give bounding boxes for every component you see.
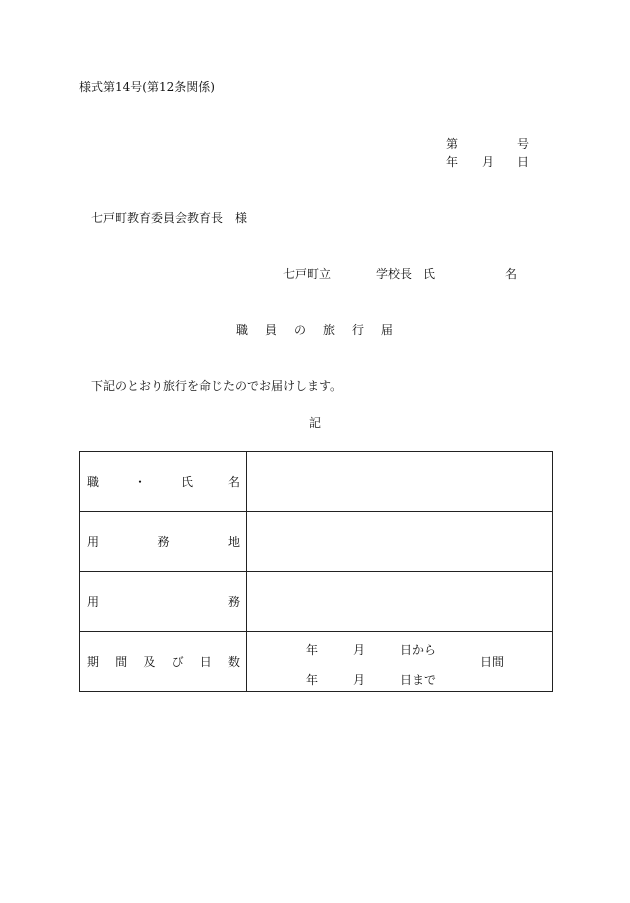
addressee: 七戸町教育委員会教育長 様: [91, 211, 248, 225]
label-char: 用: [87, 535, 100, 549]
label-char: 務: [227, 595, 240, 609]
sender-school-suffix: 学校長: [376, 267, 413, 281]
sender-name-label-2: 名: [505, 267, 518, 281]
date-year: 年: [446, 155, 459, 169]
label-char: 務: [157, 535, 170, 549]
label-period: [87, 653, 240, 670]
row-purpose: [80, 572, 553, 632]
row-name: [80, 452, 553, 512]
doc-number-prefix: 第: [446, 137, 459, 151]
sender-name-label-1: 氏: [423, 267, 436, 281]
doc-number-suffix: 号: [517, 137, 530, 151]
label-char: ・: [133, 475, 146, 489]
label-cell: [80, 452, 247, 512]
label-char: 地: [227, 535, 240, 549]
period-fields: [247, 632, 552, 691]
period-to-label: 日まで: [400, 673, 437, 687]
label-char: び: [171, 655, 184, 669]
label-cell: [80, 572, 247, 632]
label-char: 間: [115, 655, 128, 669]
name-value-cell[interactable]: [247, 452, 553, 512]
label-char: 氏: [180, 475, 193, 489]
period-from-label: 日から: [400, 643, 437, 657]
label-char: 日: [199, 655, 212, 669]
destination-value-cell[interactable]: [247, 512, 553, 572]
label-cell: [80, 512, 247, 572]
label-destination: [87, 533, 240, 550]
date-day: 日: [517, 155, 530, 169]
label-purpose: [87, 593, 240, 610]
sender-school-prefix: 七戸町立: [283, 267, 332, 281]
title-char: 旅: [322, 323, 335, 337]
title-char: 職: [236, 323, 249, 337]
label-cell: [80, 632, 247, 692]
title-char: の: [293, 323, 306, 337]
period-to-year: 年: [306, 673, 319, 687]
form-number: 様式第14号(第12条関係): [79, 80, 215, 94]
date-month: 月: [482, 155, 495, 169]
travel-form-table: [79, 451, 553, 692]
body-text: 下記のとおり旅行を命じたのでお届けします。: [91, 379, 343, 393]
title-char: 行: [351, 323, 364, 337]
label-char: 期: [87, 655, 100, 669]
label-char: 名: [227, 475, 240, 489]
row-destination: [80, 512, 553, 572]
period-from-month: 月: [353, 643, 366, 657]
label-char: 及: [143, 655, 156, 669]
period-to-month: 月: [353, 673, 366, 687]
row-period: [80, 632, 553, 692]
purpose-value-cell[interactable]: [247, 572, 553, 632]
label-name: [87, 473, 240, 490]
document-title: [236, 324, 393, 336]
label-char: 職: [87, 475, 100, 489]
title-char: 員: [264, 323, 277, 337]
period-days-label: 日間: [480, 655, 505, 669]
period-from-year: 年: [306, 643, 319, 657]
title-char: 届: [380, 323, 393, 337]
ki-heading: 記: [309, 416, 322, 430]
period-value-cell[interactable]: [247, 632, 553, 692]
label-char: 数: [227, 655, 240, 669]
label-char: 用: [87, 595, 100, 609]
